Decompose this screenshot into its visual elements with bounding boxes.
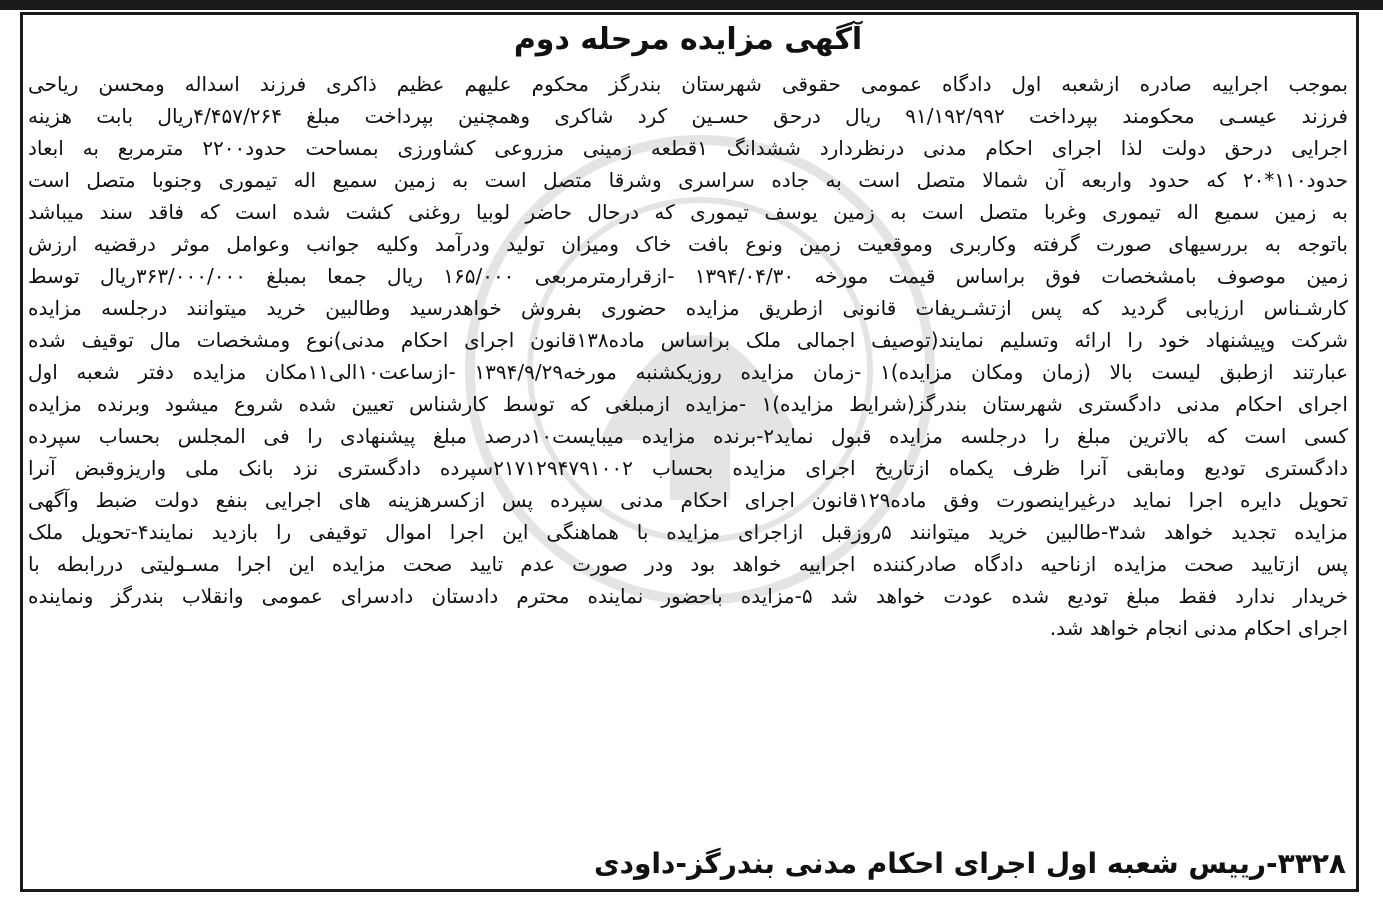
body-line: کارشـناس ارزیابی گردید که پس ازتشـریفات قانونی ازطریق مزایده حضوری بفروش خواهدرسید وطالبین خرید میتوانند درجلسه مزایده [28,296,1348,320]
body-line: دادگستری تودیع ومابقی آنرا ظرف یکماه ازتاریخ اجرای مزایده بحساب ۲۱۷۱۲۹۴۷۹۱۰۰۲سپرده دادگستری نزد بانک ملی واریزوقبض آنرا [28,456,1348,480]
body-line: اجرایی درحق دولت لذا اجرای احکام مدنی درنظردارد ششدانگ ۱قطعه زمینی مزروعی کشاورزی بمساحت حدود۲۲۰۰ مترمربع به ابعاد [28,136,1348,160]
top-border-strip [0,0,1383,10]
body-line: فرزند عیسـی محکومند بپرداخت ۹۱/۱۹۲/۹۹۲ ریال درحق حسـین کرد شاکری وهمچنین بپرداخت مبلغ ۴/۴۵۷/۲۶۴ریال بابت هزینه [28,104,1348,128]
body-line: تحویل دایره اجرا نماید درغیراینصورت وفق ماده۱۲۹قانون اجرای احکام مدنی سپرده پس ازکسرهزینه های اجرایی بنفع دولت ضبط وآگهی [28,488,1348,512]
body-line: اجرای احکام مدنی دادگستری شهرستان بندرگز(شرایط مزایده)۱ -مزایده ازمبلغی که توسط کارشناس تعیین شده شروع میشود وبرنده مزایده [28,392,1348,416]
body-line: کسی است که بالاترین مبلغ را درجلسه مزایده قبول نماید۲-برنده مزایده میبایست۱۰درصد مبلغ پیشنهادی را فی المجلس بحساب سپرده [28,424,1348,448]
body-line: اجرای احکام مدنی انجام خواهد شد. [1049,616,1348,640]
body-line: حدود۱۱۰*۲۰ که حدود واربعه آن شمالا متصل است به جاده سراسری وشرقا متصل است به زمین سمیع اله تیموری وجنوبا متصل است [28,168,1348,192]
notice-signature: ۳۳۲۸-رییس شعبه اول اجرای احکام مدنی بندرگز-داودی [593,847,1346,880]
body-line: شرکت وپیشنهاد خود را ارائه وتسلیم نمایند(توصیف اجمالی ملک براساس ماده۱۳۸قانون اجرای احکام مدنی)نوع ومشخصات مال توقیف شده [28,328,1348,352]
notice-content [24,16,1352,888]
body-line: زمین موصوف بامشخصات فوق براساس قیمت مورخه ۱۳۹۴/۰۴/۳۰ -ازقرارمترمربعی ۱۶۵/۰۰۰ ریال جمعا بمبلغ ۳۶۳/۰۰۰/۰۰۰ریال توسط [28,264,1348,288]
body-line: بموجب اجراییه صادره ازشعبه اول دادگاه عمومی حقوقی شهرستان بندرگز محکوم علیهم عظیم ذاکری فرزند اسداله ومحسن ریاحی [28,72,1348,96]
body-line: پس ازتایید صحت مزایده ازناحیه دادگاه صادرکننده اجراییه خواهد بود ودر صورت عدم تایید صحت مزایده این اجرا مسـولیتی دررابطه با [28,552,1348,576]
body-line: عبارتند ازطبق لیست بالا (زمان ومکان مزایده)۱ -زمان مزایده روزیکشنبه مورخه۱۳۹۴/۹/۲۹ -ازساعت۱۰الی۱۱مکان مزایده دفتر شعبه اول [28,360,1348,384]
notice-body [28,68,1348,644]
body-line: خریدار ندارد فقط مبلغ تودیع شده عودت خواهد شد ۵-مزایده باحضور نماینده محترم دادستان دادسرای عمومی وانقلاب بندرگز ونماینده [28,584,1348,608]
body-line: مزایده تجدید خواهد شد۳-طالبین خرید میتوانند ۵روزقبل ازاجرای مزایده با هماهنگی این اجرا اموال توقیفی را بازدید نمایند۴-تحویل ملک [28,520,1348,544]
notice-title: آگهی مزایده مرحله دوم [513,22,863,57]
body-line: باتوجه به بررسیهای صورت گرفته وکاربری وموقعیت زمین ونوع بافت خاک ومیزان تولید ودرآمد وکلیه جوانب وعوامل موثر درقضیه ارزش [28,232,1348,256]
body-line: به زمین سمیع اله تیموری وغربا متصل است به زمین یوسف تیموری که درحال حاضر لوبیا روغنی کشت شده است که فاقد سند میباشد [28,200,1348,224]
